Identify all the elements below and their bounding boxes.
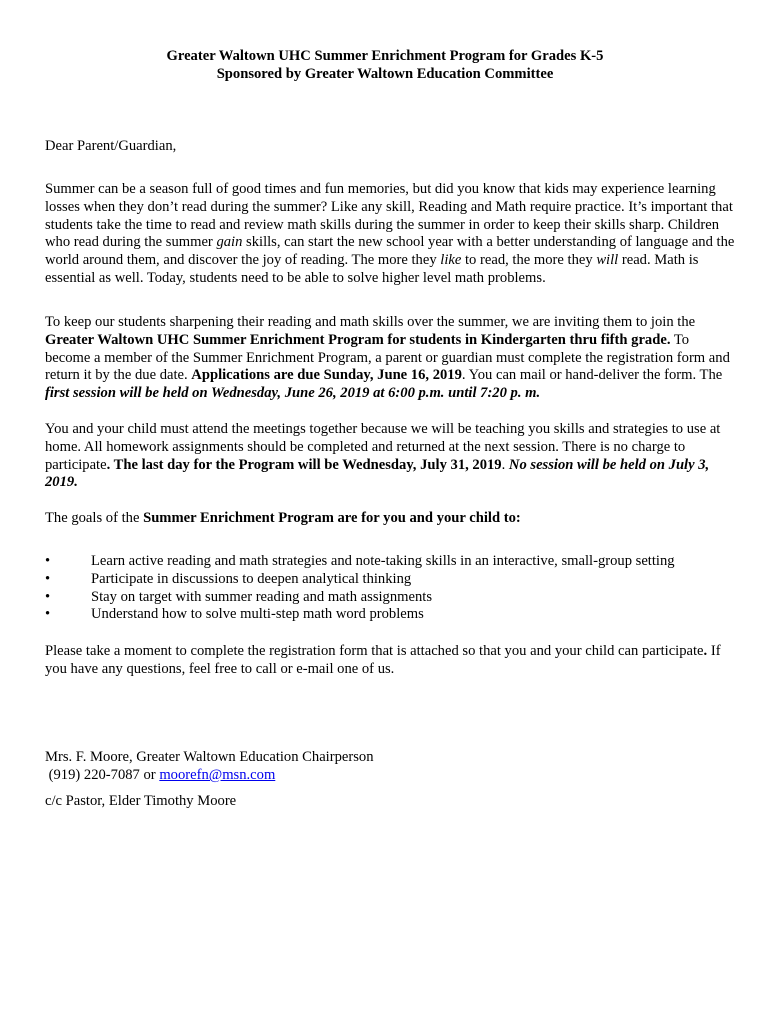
letter-title: Greater Waltown UHC Summer Enrichment Program for Grades K-5 [166,48,604,64]
signature-name: Mrs. F. Moore, Greater Waltown Education Chairperson [45,749,374,765]
bullet-symbol: • [45,570,51,587]
carbon-copy: c/c Pastor, Elder Timothy Moore [45,793,237,809]
letter-subtitle: Sponsored by Greater Waltown Education Committee [216,66,554,82]
list-item: • Understand how to solve multi-step math word problems [45,606,424,623]
signature-contact: (919) 220-7087 or moorefn@msn.com [45,767,276,783]
paragraph-invitation: To keep our students sharpening their reading and math skills over the summer, we are inviting them to join the Greater Waltown UHC Summer Enrichment Program for students in Kindergarten thru fifth grade. To become a member of the Summer Enrichment Program, a parent or guardian must complete the registration form and return it by the due date. Applications are due Sunday, June 16, 2019. You can mail or hand-deliver the form. The first session will be held on Wednesday, June 26, 2019 at 6:00 p.m. until 7:20 p. m. [45,314,730,402]
list-item: • Stay on target with summer reading and math assignments [45,588,433,605]
list-item: • Participate in discussions to deepen analytical thinking [45,570,412,587]
bullet-symbol: • [45,588,51,605]
list-item: • Learn active reading and math strategies and note-taking skills in an interactive, small-group setting [45,553,675,569]
bullet-symbol: • [45,606,51,623]
bullet-symbol: • [45,553,51,569]
goals-list [45,553,735,624]
goals-intro: The goals of the Summer Enrichment Program are for you and your child to: [45,510,521,526]
paragraph-closing: Please take a moment to complete the registration form that is attached so that you and your child can participate. If you have any questions, feel free to call or e-mail one of us. [45,643,721,677]
greeting: Dear Parent/Guardian, [45,138,177,154]
paragraph-attendance: You and your child must attend the meetings together because we will be teaching you skills and strategies to use at home. All homework assignments should be completed and returned at the next session. There is no charge to participate. The last day for the Program will be Wednesday, July 31, 2019. No session will be held on July 3, 2019. [45,421,721,491]
paragraph-summer-learning: Summer can be a season full of good times and fun memories, but did you know that kids may experience learning losses when they don’t read during the summer? Like any skill, Reading and Math require practice. It’s important that students take the time to read and review math skills during the summer in order to keep their skills sharp. Children who read during the summer gain skills, can start the new school year with a better understanding of language and the world around them, and discover the joy of reading. The more they like to read, the more they will read. Math is essential as well. Today, students need to be able to solve higher level math problems. [45,181,735,286]
email-link[interactable]: moorefn@msn.com [159,767,276,783]
